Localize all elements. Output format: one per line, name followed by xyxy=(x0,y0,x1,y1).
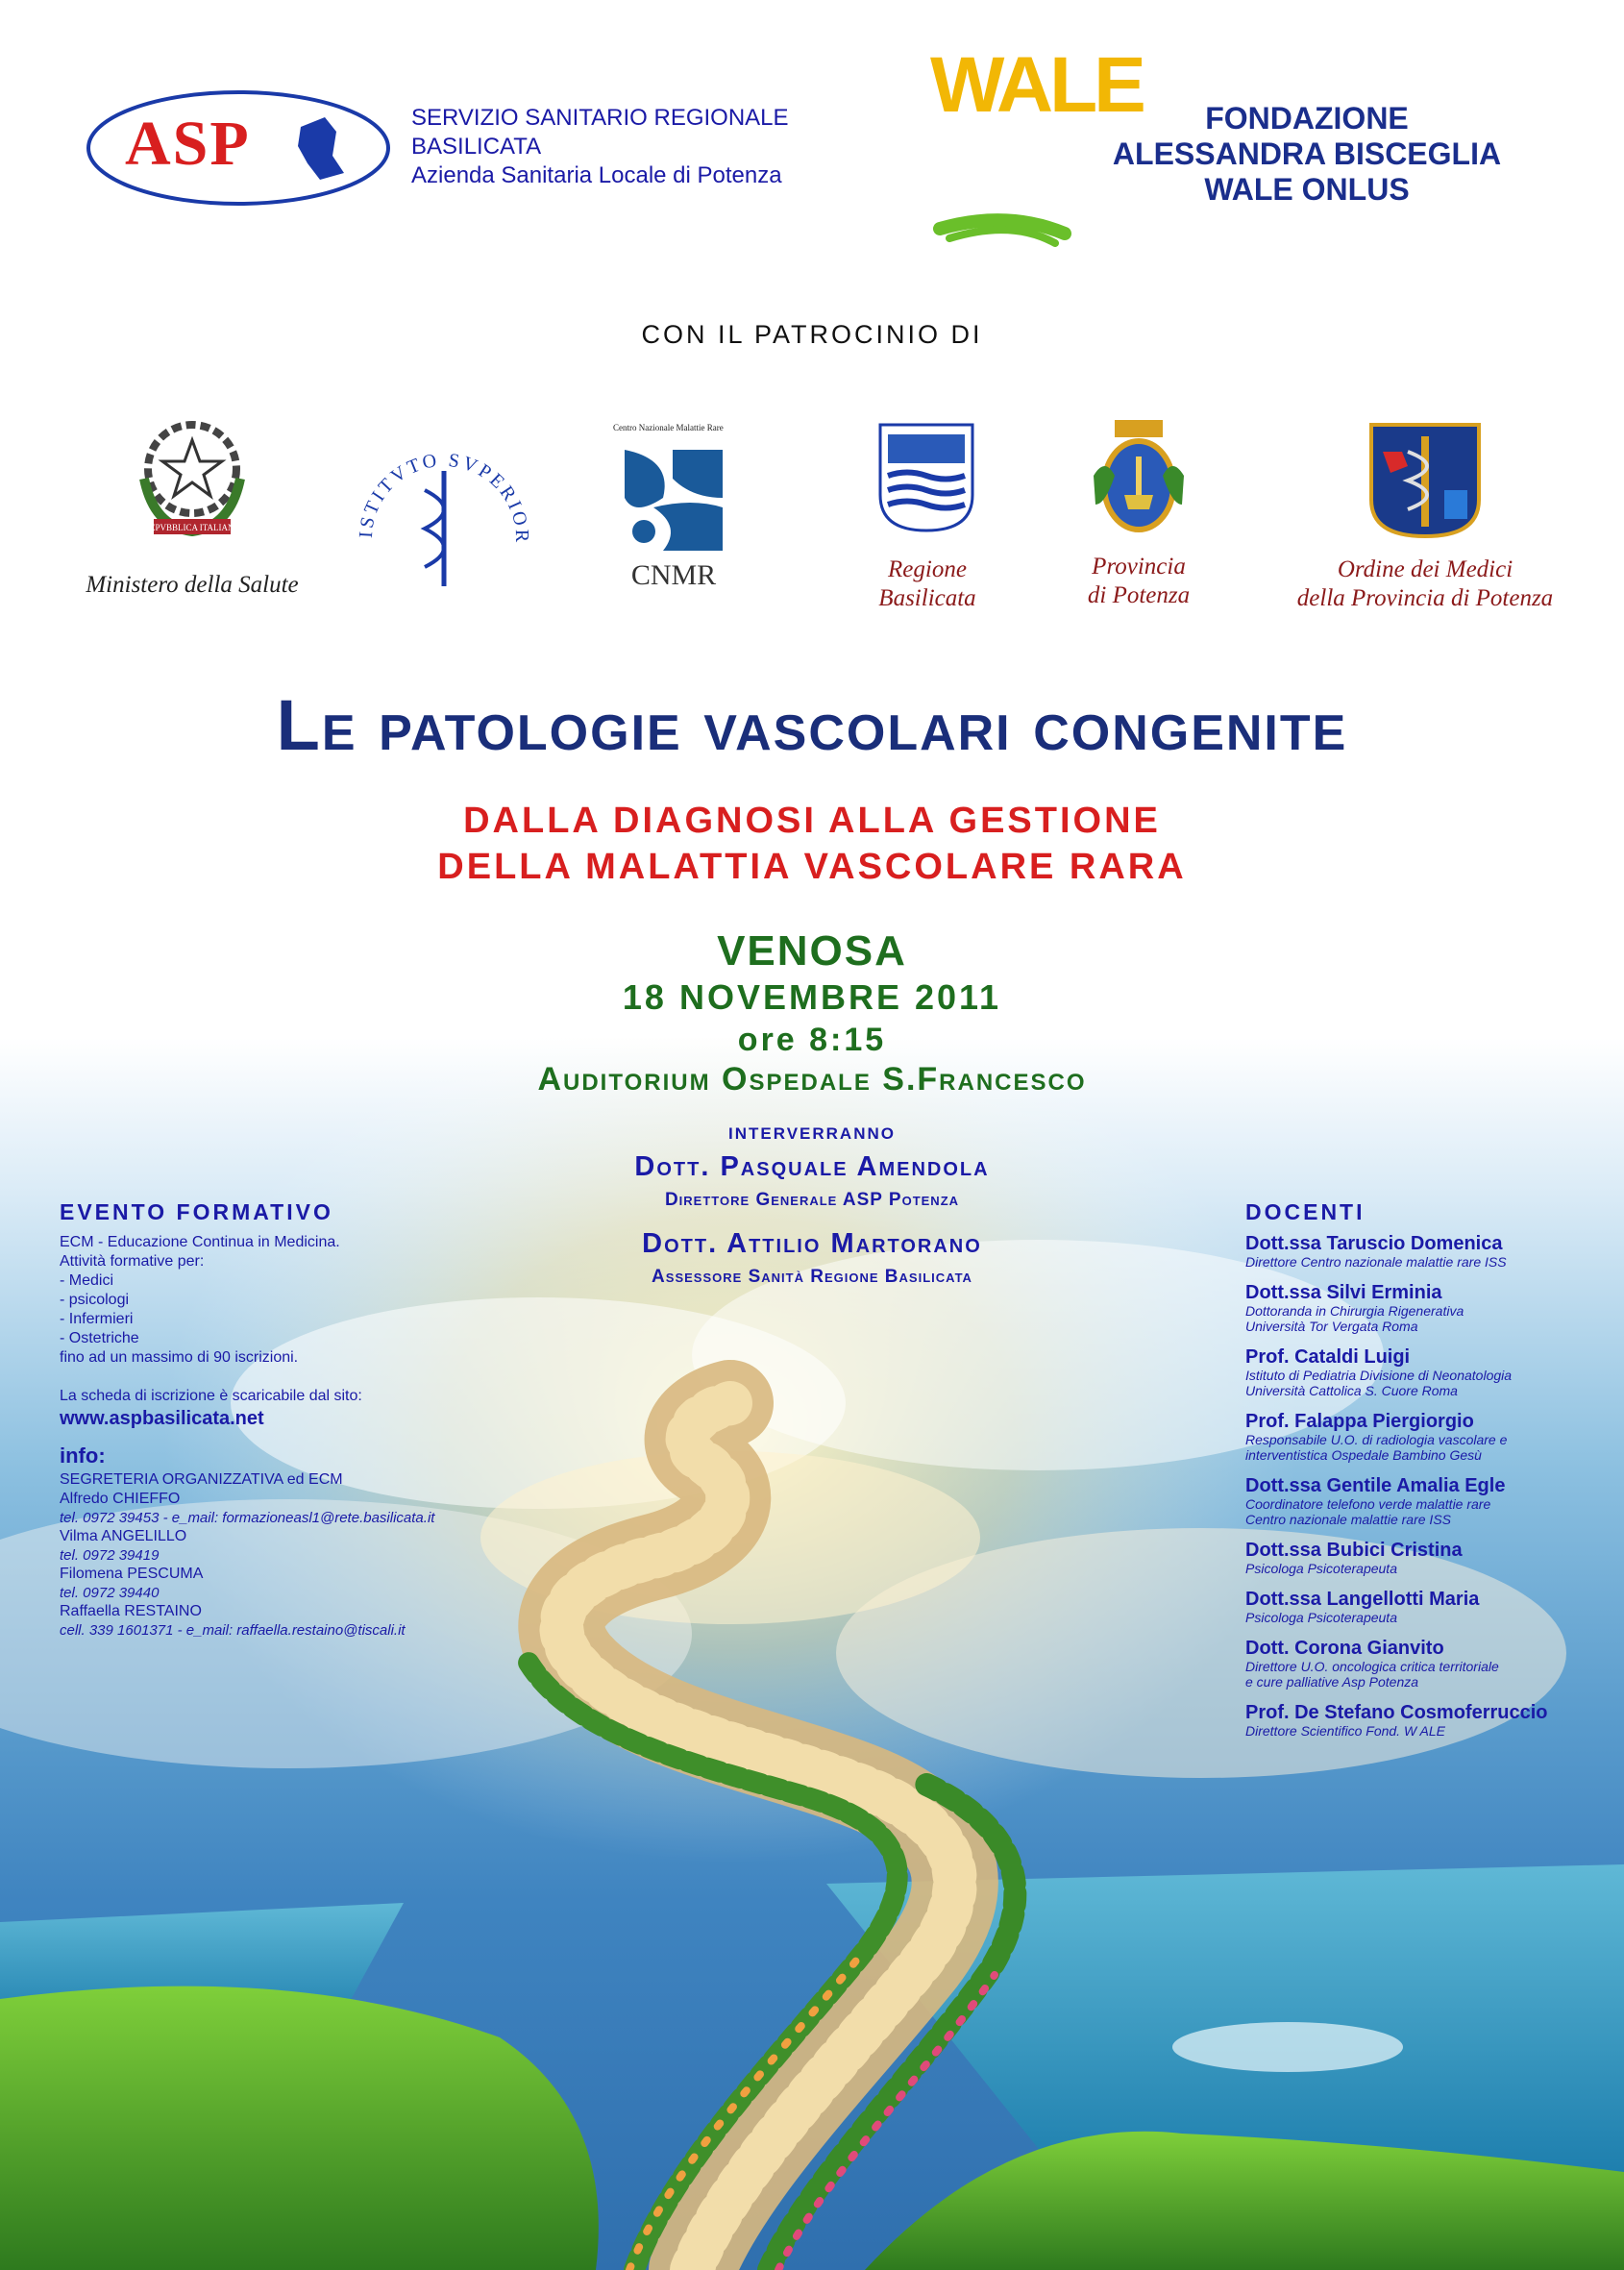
docenti xyxy=(1245,1199,1611,1751)
docente-name: Prof. Falappa Piergiorgio xyxy=(1245,1411,1474,1432)
docente xyxy=(1245,1346,1611,1398)
speaker-name: Dott. Pasquale Amendola xyxy=(634,1151,990,1182)
medici-crest-icon xyxy=(1369,423,1481,538)
asp-title-block xyxy=(411,104,789,190)
docente-name: Prof. De Stefano Cosmoferruccio xyxy=(1245,1702,1548,1723)
logo-provincia xyxy=(1067,418,1211,615)
republic-ribbon-text: REPVBBLICA ITALIANA xyxy=(143,523,241,532)
patronage-heading: CON IL PATROCINIO DI xyxy=(641,320,983,349)
evento-line: - Medici xyxy=(60,1272,114,1289)
speaker-role: Direttore Generale ASP Potenza xyxy=(664,1190,960,1210)
basilicata-shield-icon xyxy=(878,423,974,533)
docente-name: Dott. Corona Gianvito xyxy=(1245,1638,1444,1659)
logo-iss xyxy=(348,423,540,615)
wale-line: ALESSANDRA BISCEGLIA xyxy=(1112,136,1502,171)
docente xyxy=(1245,1589,1611,1625)
info-line: Filomena PESCUMA xyxy=(60,1566,204,1582)
docente-role: Psicologa Psicoterapeuta xyxy=(1245,1610,1397,1625)
logo-regione xyxy=(846,423,1009,615)
info-line: SEGRETERIA ORGANIZZATIVA ed ECM xyxy=(60,1471,343,1488)
subtitle-line: DALLA DIAGNOSI ALLA GESTIONE xyxy=(463,801,1161,841)
docente xyxy=(1245,1702,1611,1739)
docente-role: e cure palliative Asp Potenza xyxy=(1245,1674,1419,1690)
iss-seal-text: ISTITVTO SVPERIOR xyxy=(355,449,533,546)
logo-caption: Regione Basilicata xyxy=(878,556,976,611)
logo-caption: Provincia di Potenza xyxy=(1087,554,1191,608)
logo-ordine-medici xyxy=(1286,423,1564,615)
docente xyxy=(1245,1540,1611,1576)
potenza-crest-icon xyxy=(1086,418,1192,538)
docente xyxy=(1245,1411,1611,1463)
event-title: Le patologie vascolari congenite xyxy=(276,685,1348,765)
logo-caption: Ordine dei Medici della Provincia di Potenza xyxy=(1296,556,1554,611)
docente-name: Dott.ssa Taruscio Domenica xyxy=(1245,1233,1503,1254)
wale-title-block xyxy=(1091,101,1523,208)
evento-line: - Infermieri xyxy=(60,1311,134,1327)
docente-name: Prof. Cataldi Luigi xyxy=(1245,1346,1411,1368)
docenti-heading: DOCENTI xyxy=(1245,1199,1366,1224)
asp-logo-text: ASP xyxy=(125,109,251,179)
evento-heading: EVENTO FORMATIVO xyxy=(60,1199,333,1224)
event-date: 18 NOVEMBRE 2011 xyxy=(622,977,1002,1017)
event-time: ore 8:15 xyxy=(737,1022,887,1058)
docente-role: Direttore Centro nazionale malattie rare ISS xyxy=(1245,1254,1507,1270)
cnmr-logo-icon xyxy=(615,440,732,555)
speaker-role: Assessore Sanità Regione Basilicata xyxy=(652,1267,972,1287)
info-line: tel. 0972 39419 xyxy=(60,1547,160,1564)
cnmr-small-text: Centro Nazionale Malattie Rare xyxy=(613,423,724,432)
asp-logo xyxy=(85,88,392,209)
docente-role: Centro nazionale malattie rare ISS xyxy=(1245,1512,1451,1527)
docente-role: Psicologa Psicoterapeuta xyxy=(1245,1561,1397,1576)
docente-role: Coordinatore telefono verde malattie rare xyxy=(1245,1496,1491,1512)
docente xyxy=(1245,1233,1611,1270)
docente xyxy=(1245,1475,1611,1527)
docente xyxy=(1245,1638,1611,1690)
info-line: tel. 0972 39453 - e_mail: formazioneasl1@rete.basilicata.it xyxy=(60,1510,435,1526)
wale-logo-text: WALE xyxy=(930,41,1143,129)
logo-caption: Ministero della Salute xyxy=(86,572,299,598)
info-line: Vilma ANGELILLO xyxy=(60,1528,187,1544)
republic-emblem-icon xyxy=(125,411,259,546)
iss-seal-icon xyxy=(348,423,540,596)
scheda-text: La scheda di iscrizione è scaricabile dal sito: xyxy=(60,1388,362,1404)
event-subtitle xyxy=(0,798,1624,890)
info-line: Alfredo CHIEFFO xyxy=(60,1491,181,1507)
wale-line: FONDAZIONE xyxy=(1205,101,1409,136)
logo-caption: CNMR xyxy=(630,559,717,591)
docente-role: interventistica Ospedale Bambino Gesù xyxy=(1245,1447,1482,1463)
info-line: Raffaella RESTAINO xyxy=(60,1603,202,1619)
evento-line: - psicologi xyxy=(60,1292,130,1308)
evento-line: Attività formative per: xyxy=(60,1253,205,1270)
speaker-name: Dott. Attilio Martorano xyxy=(642,1228,982,1259)
docente-role: Istituto di Pediatria Divisione di Neonatologia xyxy=(1245,1368,1513,1383)
wale-line: WALE ONLUS xyxy=(1204,172,1410,207)
asp-line: Azienda Sanitaria Locale di Potenza xyxy=(411,162,782,188)
docente-role: Direttore Scientifico Fond. W ALE xyxy=(1245,1723,1446,1739)
info-line: cell. 339 1601371 - e_mail: raffaella.restaino@tiscali.it xyxy=(60,1622,406,1639)
wale-logo xyxy=(921,41,1143,248)
docente-role: Direttore U.O. oncologica critica territoriale xyxy=(1245,1659,1499,1674)
event-city: VENOSA xyxy=(717,927,907,975)
info-line: tel. 0972 39440 xyxy=(60,1585,160,1601)
website-link[interactable]: www.aspbasilicata.net xyxy=(60,1408,264,1429)
docente-name: Dott.ssa Langellotti Maria xyxy=(1245,1589,1480,1610)
docente xyxy=(1245,1282,1611,1334)
docente-name: Dott.ssa Silvi Erminia xyxy=(1245,1282,1442,1303)
docente-name: Dott.ssa Bubici Cristina xyxy=(1245,1540,1463,1561)
docente-name: Dott.ssa Gentile Amalia Egle xyxy=(1245,1475,1506,1496)
docente-role: Università Cattolica S. Cuore Roma xyxy=(1245,1383,1458,1398)
asp-line: SERVIZIO SANITARIO REGIONALE xyxy=(411,105,789,131)
logo-cnmr xyxy=(611,423,736,615)
evento-line: ECM - Educazione Continua in Medicina. xyxy=(60,1234,340,1250)
svg-text:ISTITVTO SVPERIORE DI SANITÀ xyxy=(348,423,532,545)
info-heading: info: xyxy=(60,1443,106,1468)
evento-formativo xyxy=(60,1199,511,1640)
evento-line: - Ostetriche xyxy=(60,1330,139,1346)
speakers-label: INTERVERRANNO xyxy=(728,1124,896,1143)
event-venue: Auditorium Ospedale S.Francesco xyxy=(537,1061,1087,1098)
docente-role: Responsabile U.O. di radiologia vascolare e xyxy=(1245,1432,1508,1447)
asp-line: BASILICATA xyxy=(411,134,542,160)
docente-role: Dottoranda in Chirurgia Rigenerativa xyxy=(1245,1303,1464,1319)
subtitle-line: DELLA MALATTIA VASCOLARE RARA xyxy=(437,847,1187,887)
docente-role: Università Tor Vergata Roma xyxy=(1245,1319,1418,1334)
evento-line: fino ad un massimo di 90 iscrizioni. xyxy=(60,1349,299,1366)
logo-ministero xyxy=(77,411,308,604)
